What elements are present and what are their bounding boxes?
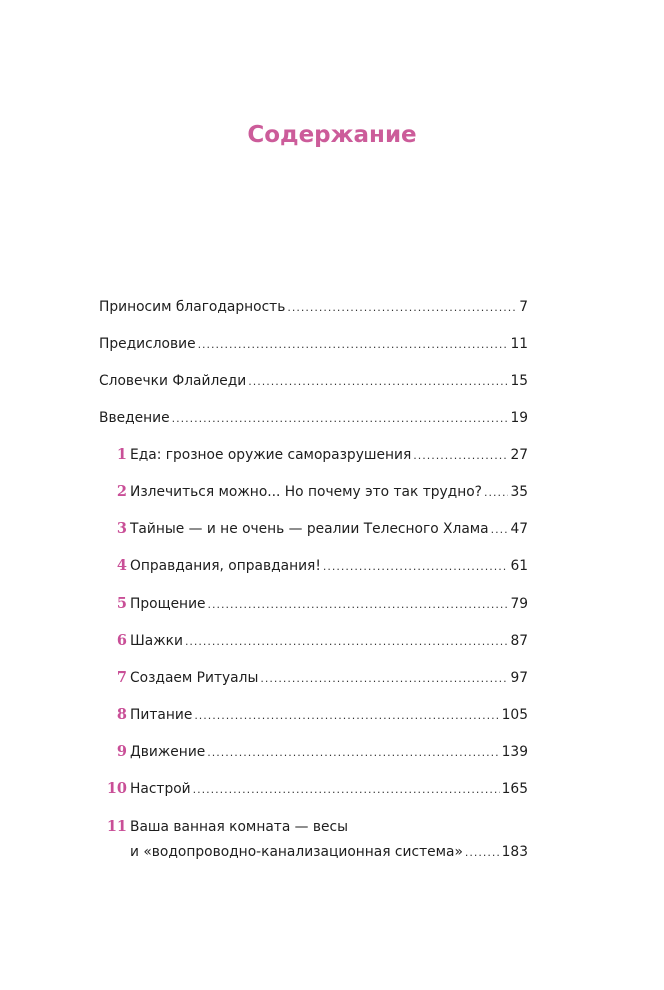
- page-number: 183: [501, 844, 528, 860]
- leader-dots: [194, 706, 499, 726]
- entry-title: Предисловие: [99, 336, 196, 352]
- leader-dots: [465, 843, 500, 863]
- page-number: 97: [510, 670, 528, 686]
- page-number: 7: [519, 299, 528, 315]
- leader-dots: [484, 483, 508, 503]
- page-number: 15: [510, 373, 528, 389]
- chapter-number: 3: [116, 520, 127, 537]
- leader-dots: [207, 743, 499, 763]
- toc-entry-chapter-6: [0, 631, 664, 651]
- toc-entry-chapter-1: [0, 445, 664, 465]
- entry-title: Прощение: [130, 596, 206, 612]
- entry-title-continued: и «водопроводно-канализационная система»: [130, 844, 463, 860]
- leader-dots: [248, 372, 508, 392]
- toc-entry-chapter-8: [0, 705, 664, 725]
- page-title: Содержание: [247, 122, 417, 148]
- page-number: 165: [501, 781, 528, 797]
- entry-title: Создаем Ритуалы: [130, 670, 259, 686]
- chapter-number: 7: [116, 669, 127, 686]
- toc-entry-chapter-3: [0, 519, 664, 539]
- page-number: 27: [510, 447, 528, 463]
- page-number: 19: [510, 410, 528, 426]
- entry-title: Излечиться можно... Но почему это так трудно?: [130, 484, 482, 500]
- entry-title: Еда: грозное оружие саморазрушения: [130, 447, 412, 463]
- page-number: 35: [510, 484, 528, 500]
- entry-title: Тайные — и не очень — реалии Телесного Хлама: [130, 521, 489, 537]
- toc-entry-preface: [0, 334, 664, 354]
- entry-title: Шажки: [130, 633, 183, 649]
- chapter-number: 11: [106, 818, 127, 835]
- toc-entry-chapter-4: [0, 556, 664, 576]
- chapter-number: 6: [116, 632, 127, 649]
- toc-entry-chapter-11: [0, 817, 664, 862]
- entry-title: Ваша ванная комната — весы: [130, 819, 348, 835]
- leader-dots: [198, 335, 509, 355]
- entry-title: Настрой: [130, 781, 191, 797]
- chapter-number: 8: [116, 706, 127, 723]
- page-number: 11: [510, 336, 528, 352]
- leader-dots: [287, 298, 517, 318]
- chapter-number: 5: [116, 595, 127, 612]
- toc-entry-glossary: [0, 371, 664, 391]
- leader-dots: [413, 446, 508, 466]
- entry-title: Введение: [99, 410, 170, 426]
- toc-entry-chapter-7: [0, 668, 664, 688]
- entry-title: Приносим благодарность: [99, 299, 286, 315]
- toc-entry-introduction: [0, 408, 664, 428]
- page-number: 61: [510, 558, 528, 574]
- chapter-number: 10: [106, 780, 127, 797]
- entry-title: Питание: [130, 707, 193, 723]
- toc-entry-chapter-5: [0, 594, 664, 614]
- leader-dots: [323, 557, 509, 577]
- leader-dots: [491, 520, 509, 540]
- leader-dots: [185, 632, 509, 652]
- chapter-number: 1: [116, 446, 127, 463]
- entry-title: Словечки Флайледи: [99, 373, 247, 389]
- chapter-number: 9: [116, 743, 127, 760]
- entry-title: Движение: [130, 744, 206, 760]
- leader-dots: [208, 595, 509, 615]
- leader-dots: [193, 780, 500, 800]
- toc-entry-chapter-10: [0, 779, 664, 799]
- page-number: 79: [510, 596, 528, 612]
- toc-entry-chapter-2: [0, 482, 664, 502]
- page-number: 105: [501, 707, 528, 723]
- page-number: 47: [510, 521, 528, 537]
- chapter-number: 2: [116, 483, 127, 500]
- leader-dots: [172, 409, 509, 429]
- toc-entry-chapter-9: [0, 742, 664, 762]
- chapter-number: 4: [116, 557, 127, 574]
- toc-entry-acknowledgements: [0, 297, 664, 317]
- leader-dots: [260, 669, 508, 689]
- page-number: 139: [501, 744, 528, 760]
- page-number: 87: [510, 633, 528, 649]
- entry-title: Оправдания, оправдания!: [130, 558, 321, 574]
